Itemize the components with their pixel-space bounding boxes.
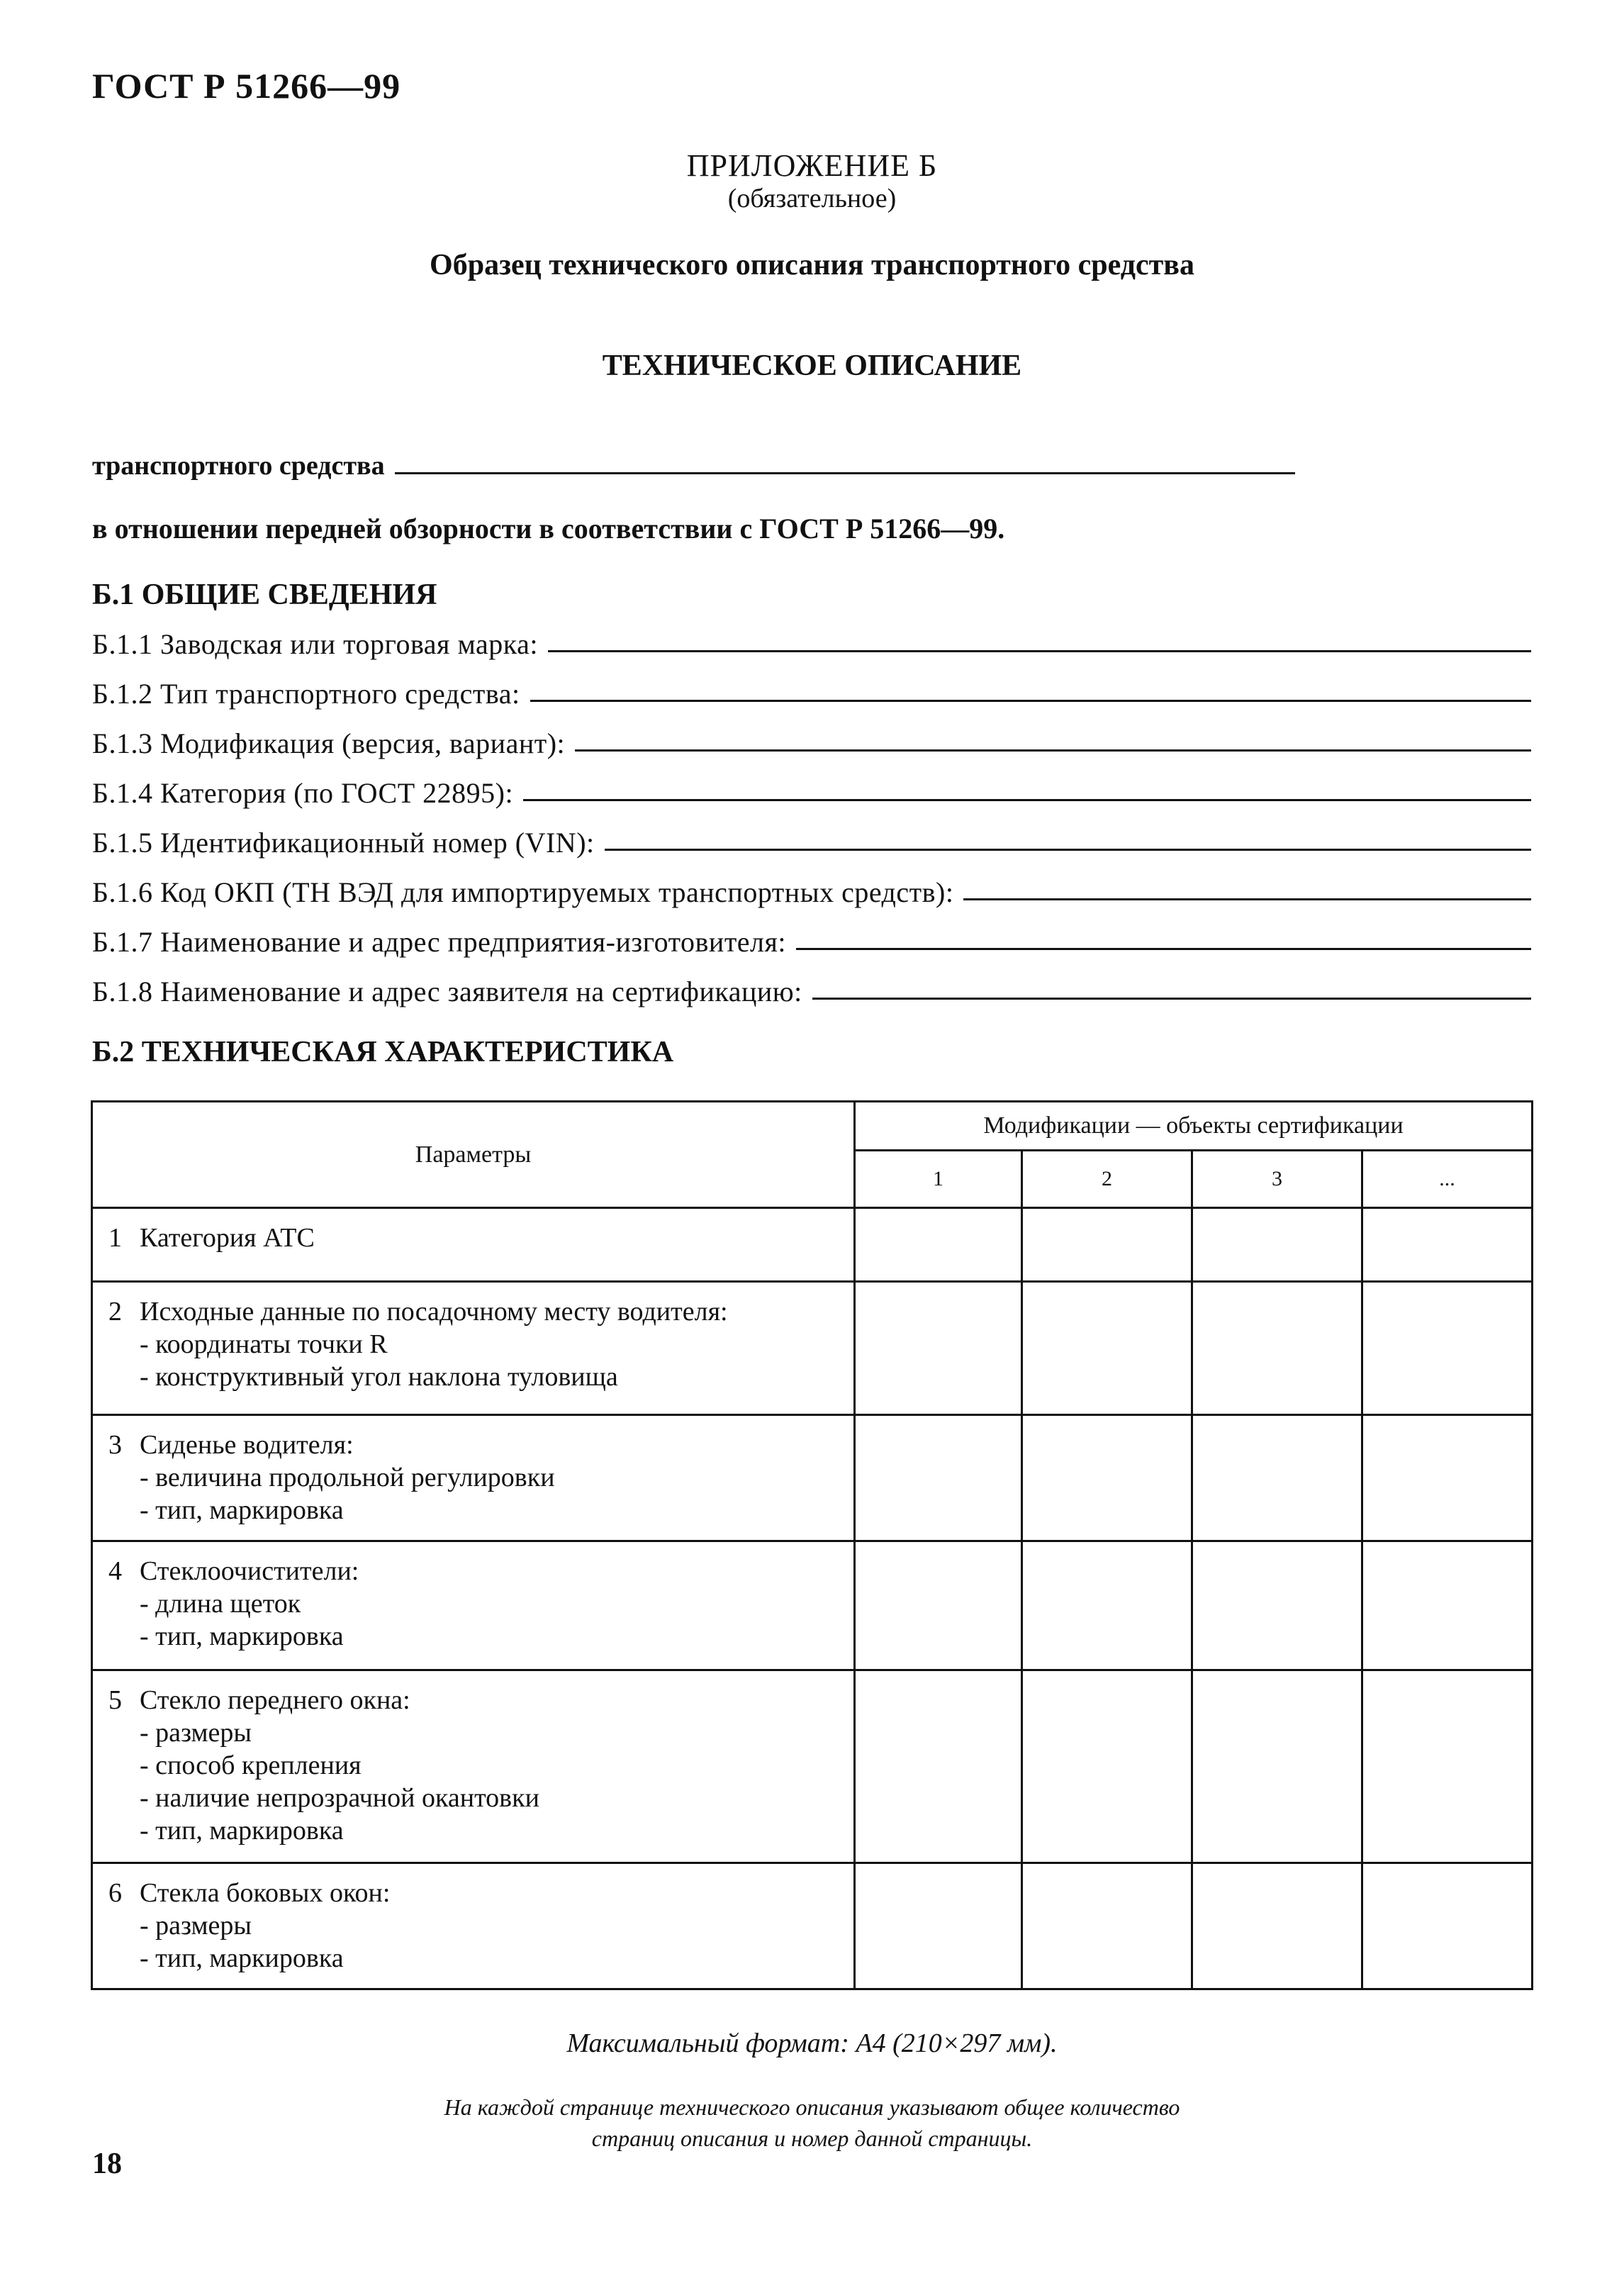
param-text — [140, 1222, 820, 1254]
value-cell[interactable] — [855, 1670, 1022, 1863]
modifications-header: Модификации — объекты сертификации — [855, 1102, 1533, 1151]
appendix-title: ПРИЛОЖЕНИЕ Б — [686, 148, 938, 183]
param-number: 3 — [108, 1430, 122, 1460]
relation-line — [92, 512, 1004, 545]
param-cell — [92, 1670, 855, 1863]
param-line: - наличие непрозрачной окантовки — [140, 1783, 539, 1813]
fill-line — [548, 650, 1531, 652]
fill-line — [796, 948, 1531, 950]
param-line: Исходные данные по посадочному месту водителя: — [140, 1297, 728, 1327]
param-cell — [92, 1415, 855, 1541]
table-row — [92, 1282, 1533, 1415]
param-line: - размеры — [140, 1911, 252, 1941]
page-count-note-line: На каждой странице технического описания указывают общее количество — [444, 2094, 1180, 2120]
field-label: Б.1.2 Тип транспортного средства: — [92, 678, 520, 710]
param-text — [140, 1429, 820, 1526]
value-cell[interactable] — [1022, 1670, 1192, 1863]
fill-line — [963, 898, 1531, 900]
value-cell[interactable] — [1192, 1863, 1362, 1989]
param-line: Сиденье водителя: — [140, 1430, 354, 1460]
param-number: 5 — [108, 1685, 122, 1715]
value-cell[interactable] — [855, 1208, 1022, 1282]
fill-line — [530, 700, 1531, 702]
param-line: - координаты точки R — [140, 1329, 388, 1359]
value-cell[interactable] — [1192, 1670, 1362, 1863]
fill-line — [812, 998, 1531, 1000]
value-cell[interactable] — [855, 1282, 1022, 1415]
fill-line — [523, 799, 1531, 801]
mod-column-header: ... — [1362, 1151, 1533, 1208]
mod-column-header: 1 — [855, 1151, 1022, 1208]
standard-code-header: ГОСТ Р 51266—99 — [92, 66, 401, 106]
field-label: Б.1.5 Идентификационный номер (VIN): — [92, 827, 595, 859]
field-category — [92, 776, 1531, 810]
table-row — [92, 1415, 1533, 1541]
value-cell[interactable] — [1192, 1208, 1362, 1282]
page-number: 18 — [92, 2148, 122, 2180]
value-cell[interactable] — [1362, 1670, 1533, 1863]
value-cell[interactable] — [855, 1415, 1022, 1541]
value-cell[interactable] — [1022, 1541, 1192, 1670]
field-label: Б.1.3 Модификация (версия, вариант): — [92, 727, 566, 759]
param-cell — [92, 1541, 855, 1670]
param-line: - тип, маркировка — [140, 1943, 344, 1973]
value-cell[interactable] — [1362, 1208, 1533, 1282]
param-line: Стекло переднего окна: — [140, 1685, 410, 1715]
value-cell[interactable] — [1362, 1415, 1533, 1541]
field-brand — [92, 627, 1531, 661]
table-row — [92, 1208, 1533, 1282]
param-number: 6 — [108, 1878, 122, 1908]
param-line: - тип, маркировка — [140, 1621, 344, 1651]
param-text — [140, 1555, 820, 1653]
param-number: 1 — [108, 1223, 122, 1253]
value-cell[interactable] — [855, 1863, 1022, 1989]
field-manufacturer — [92, 925, 1531, 959]
param-line: - размеры — [140, 1718, 252, 1748]
param-cell — [92, 1863, 855, 1989]
section-general-title: Б.1 ОБЩИЕ СВЕДЕНИЯ — [92, 579, 437, 611]
param-line: - способ крепления — [140, 1750, 362, 1780]
field-label: Б.1.4 Категория (по ГОСТ 22895): — [92, 777, 514, 809]
value-cell[interactable] — [1362, 1863, 1533, 1989]
value-cell[interactable] — [1022, 1208, 1192, 1282]
mod-column-header: 3 — [1192, 1151, 1362, 1208]
table-row — [92, 1670, 1533, 1863]
field-vin — [92, 826, 1531, 859]
field-vehicle-type — [92, 677, 1531, 710]
fill-line — [575, 749, 1531, 752]
param-text — [140, 1684, 820, 1847]
param-line: Категория АТС — [140, 1223, 315, 1253]
table-row — [92, 1541, 1533, 1670]
value-cell[interactable] — [1022, 1863, 1192, 1989]
value-cell[interactable] — [1192, 1415, 1362, 1541]
value-cell[interactable] — [1022, 1282, 1192, 1415]
param-text — [140, 1877, 820, 1975]
value-cell[interactable] — [1192, 1541, 1362, 1670]
max-format-note: Максимальный формат: А4 (210×297 мм). — [566, 2028, 1058, 2058]
vehicle-line — [92, 450, 1295, 481]
document-title: ТЕХНИЧЕСКОЕ ОПИСАНИЕ — [602, 350, 1022, 382]
param-cell — [92, 1208, 855, 1282]
param-line: - конструктивный угол наклона туловища — [140, 1362, 618, 1392]
value-cell[interactable] — [855, 1541, 1022, 1670]
field-applicant — [92, 975, 1531, 1008]
appendix-status: (обязательное) — [727, 184, 897, 213]
specification-table — [91, 1100, 1533, 1990]
value-cell[interactable] — [1192, 1282, 1362, 1415]
param-line: Стекла боковых окон: — [140, 1878, 391, 1908]
table-row — [92, 1863, 1533, 1989]
param-text — [140, 1295, 820, 1393]
field-label: Б.1.1 Заводская или торговая марка: — [92, 628, 538, 660]
field-label: Б.1.6 Код ОКП (ТН ВЭД для импортируемых транспортных средств): — [92, 876, 954, 908]
param-line: - тип, маркировка — [140, 1816, 344, 1846]
param-line: - величина продольной регулировки — [140, 1463, 555, 1492]
field-label: Б.1.7 Наименование и адрес предприятия-изготовителя: — [92, 926, 787, 958]
param-line: - длина щеток — [140, 1589, 301, 1619]
field-okp-code — [92, 876, 1531, 909]
vehicle-label: транспортного средства — [92, 451, 385, 481]
field-label: Б.1.8 Наименование и адрес заявителя на сертификацию: — [92, 976, 802, 1007]
value-cell[interactable] — [1022, 1415, 1192, 1541]
section-technical-title: Б.2 ТЕХНИЧЕСКАЯ ХАРАКТЕРИСТИКА — [92, 1036, 674, 1068]
mod-column-header: 2 — [1022, 1151, 1192, 1208]
value-cell[interactable] — [1362, 1282, 1533, 1415]
vehicle-fill-line — [395, 472, 1295, 474]
relation-text: в отношении передней обзорности в соответствии с ГОСТ Р 51266—99. — [92, 513, 1005, 545]
params-header: Параметры — [92, 1102, 855, 1208]
page-count-note — [0, 2092, 1624, 2154]
sample-title: Образец технического описания транспортного средства — [430, 249, 1194, 281]
param-number: 2 — [108, 1297, 122, 1327]
param-line: Стеклоочистители: — [140, 1556, 359, 1586]
param-line: - тип, маркировка — [140, 1495, 344, 1525]
param-number: 4 — [108, 1556, 122, 1586]
field-modification — [92, 727, 1531, 760]
page-count-note-line: страниц описания и номер данной страницы. — [591, 2126, 1033, 2151]
param-cell — [92, 1282, 855, 1415]
value-cell[interactable] — [1362, 1541, 1533, 1670]
fill-line — [605, 849, 1531, 851]
